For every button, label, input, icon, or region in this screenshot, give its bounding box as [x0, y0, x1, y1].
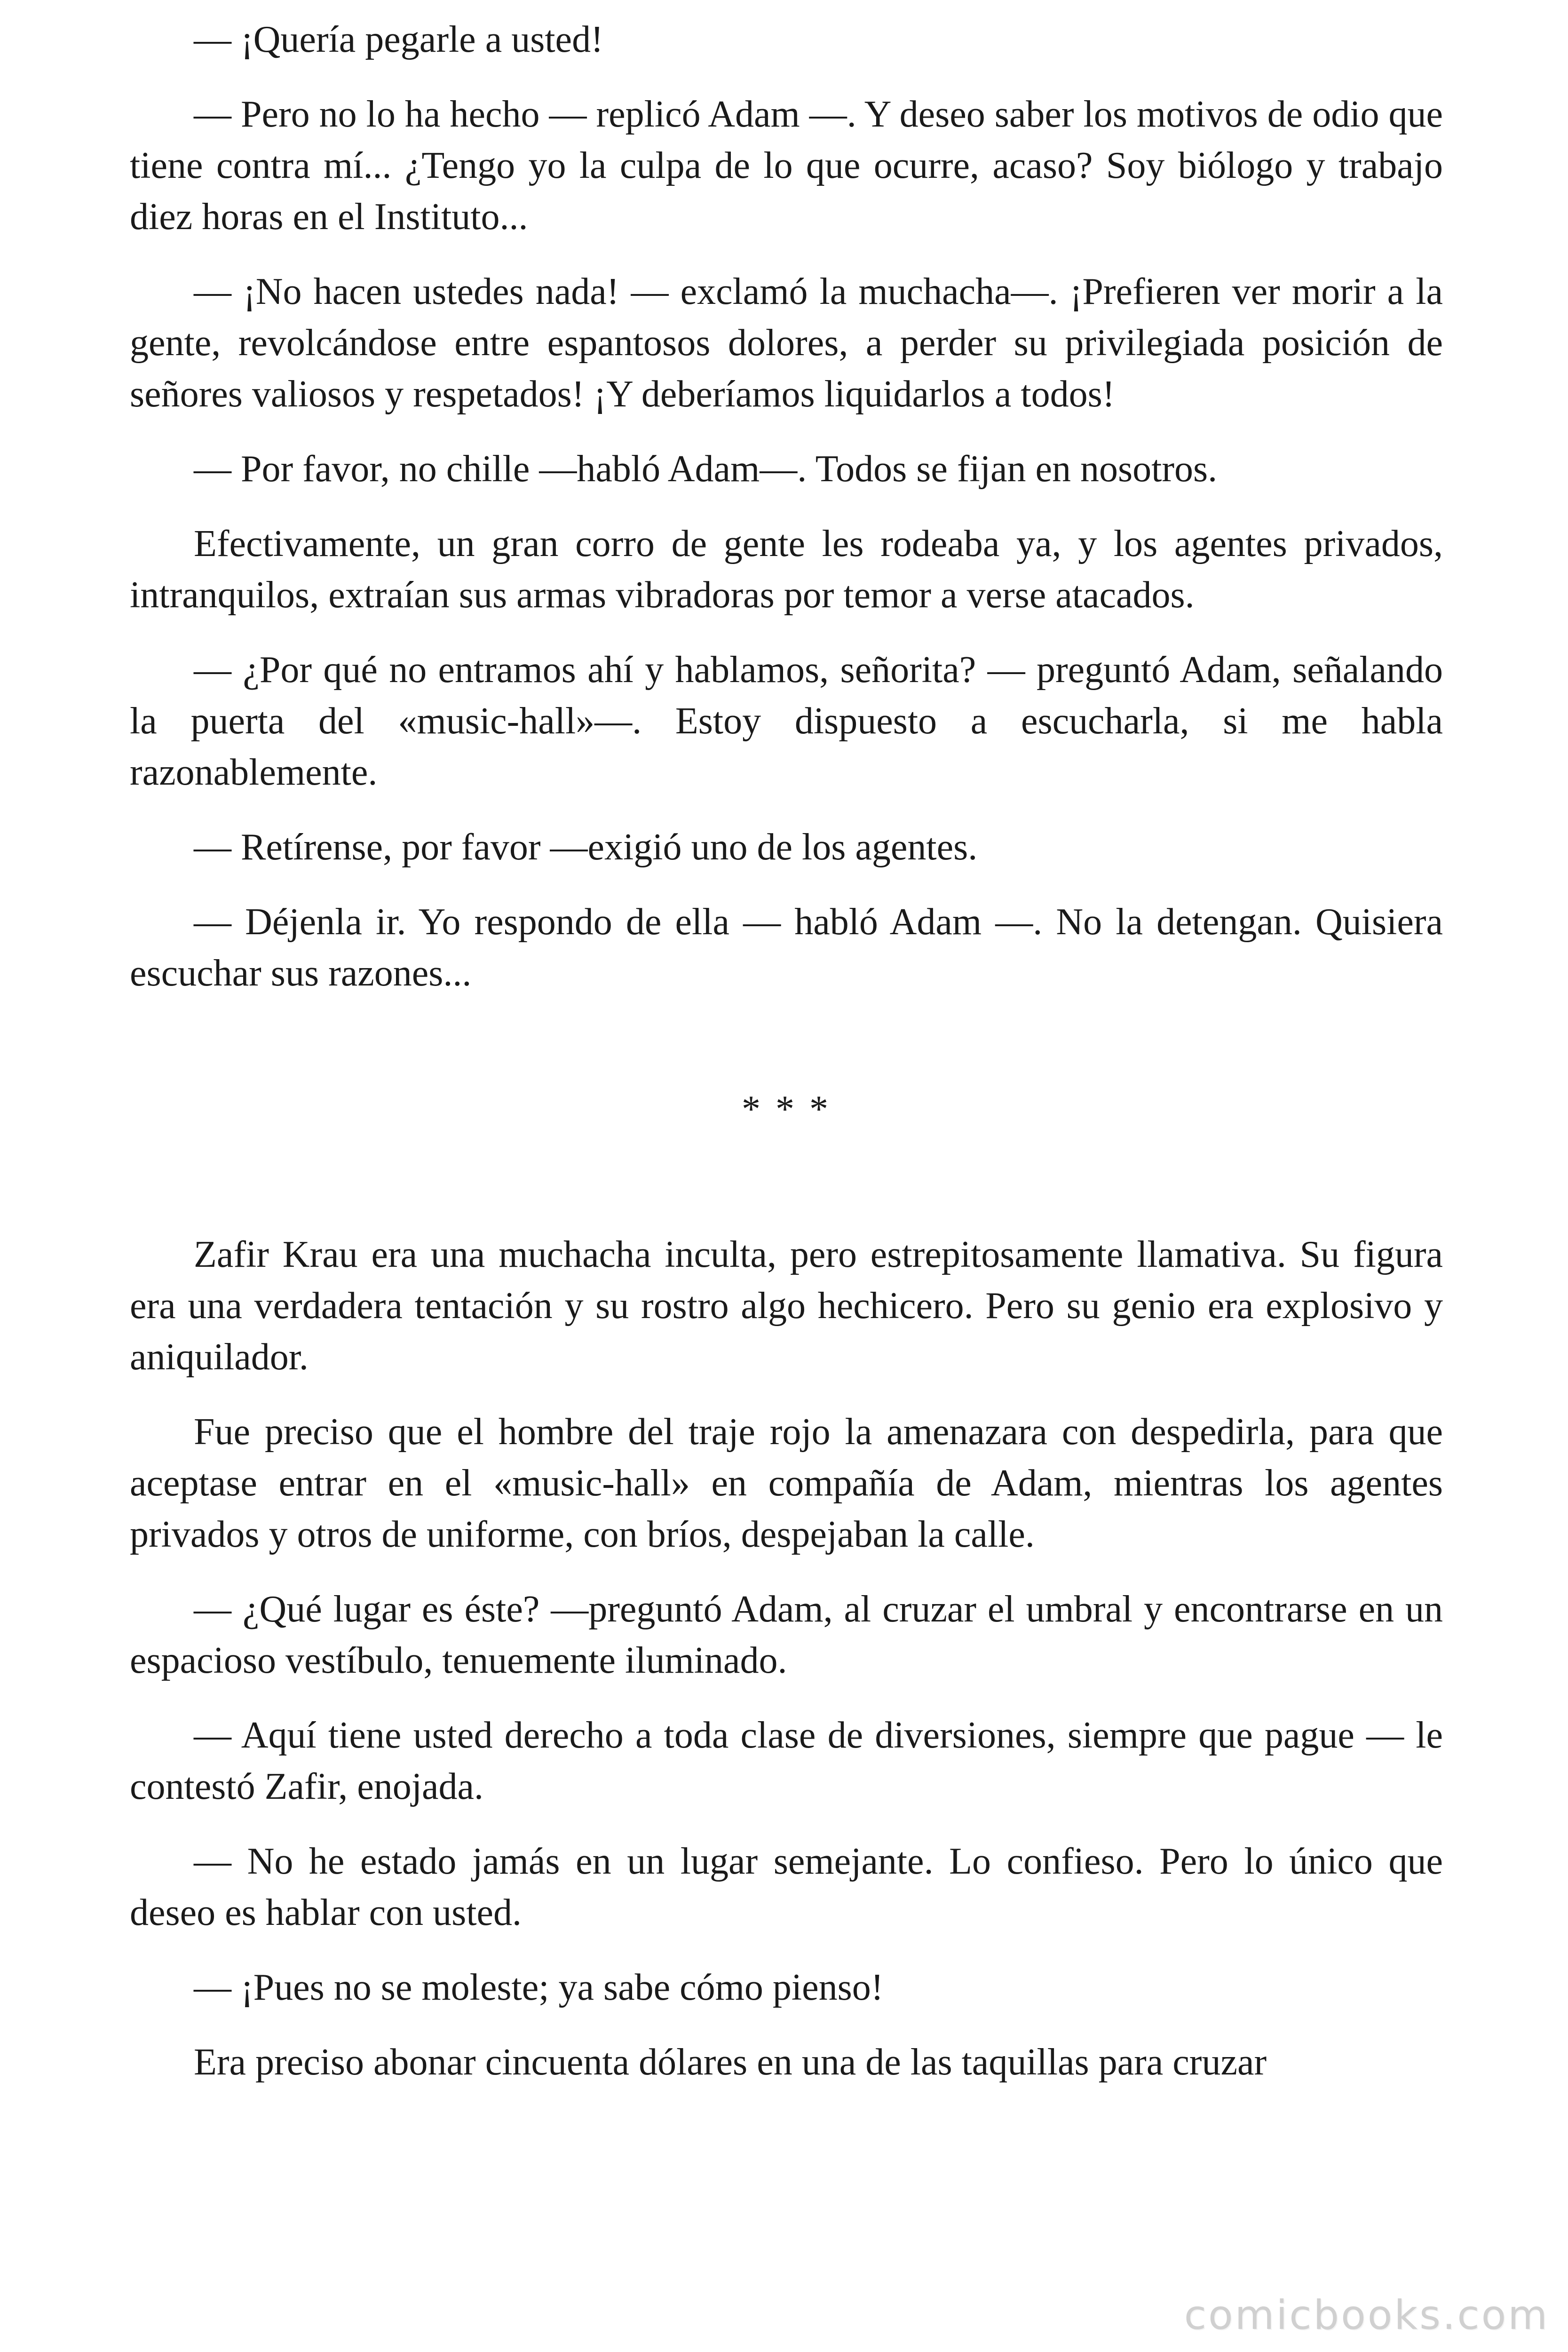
text-block-1 [130, 14, 1443, 999]
paragraph: — ¡Pues no se moleste; ya sabe cómo pienso! [194, 1967, 884, 2008]
paragraph: Zafir Krau era una muchacha inculta, pero estrepitosamente llamativa. Su figura era una verdadera tentación y su rostro algo hechicero. Pero su genio era explosivo y aniquilador. [130, 1234, 1443, 1378]
paragraph: — ¡Quería pegarle a usted! [194, 19, 603, 60]
paragraph: — ¿Qué lugar es éste? —preguntó Adam, al cruzar el umbral y encontrarse en un espacioso vestíbulo, tenuemente iluminado. [130, 1589, 1443, 1681]
watermark: comicbooks.com [1184, 2292, 1549, 2339]
paragraph: Efectivamente, un gran corro de gente les rodeaba ya, y los agentes privados, intranquilos, extraían sus armas vibradoras por temor a verse atacados. [130, 523, 1443, 616]
paragraph: — Déjenla ir. Yo respondo de ella — habló Adam —. No la detengan. Quisiera escuchar sus razones... [130, 901, 1443, 994]
paragraph: — ¡No hacen ustedes nada! — exclamó la muchacha—. ¡Prefieren ver morir a la gente, revolcándose entre espantosos dolores, a perder su privilegiada posición de señores valiosos y respetados! ¡Y deberíamos liquidarlos a todos! [130, 271, 1443, 415]
section-break: * * * [742, 1089, 831, 1130]
paragraph: — Retírense, por favor —exigió uno de los agentes. [194, 826, 978, 868]
paragraph: Era preciso abonar cincuenta dólares en una de las taquillas para cruzar [194, 2042, 1267, 2083]
paragraph: — Por favor, no chille —habló Adam—. Todos se fijan en nosotros. [194, 448, 1218, 490]
paragraph: Fue preciso que el hombre del traje rojo la amenazara con despedirla, para que aceptase entrar en el «music-hall» en compañía de Adam, mientras los agentes privados y otros de uniforme, con bríos, despejaban la calle. [130, 1411, 1443, 1555]
text-block-2 [130, 1229, 1443, 2088]
paragraph: — Aquí tiene usted derecho a toda clase de diversiones, siempre que pague — le contestó Zafir, enojada. [130, 1715, 1443, 1807]
book-page [130, 14, 1443, 2112]
paragraph: — No he estado jamás en un lugar semejante. Lo confieso. Pero lo único que deseo es hablar con usted. [130, 1841, 1443, 1933]
paragraph: — ¿Por qué no entramos ahí y hablamos, señorita? — preguntó Adam, señalando la puerta del «music-hall»—. Estoy dispuesto a escucharla, si me habla razonablemente. [130, 649, 1443, 793]
paragraph: — Pero no lo ha hecho — replicó Adam —. Y deseo saber los motivos de odio que tiene contra mí... ¿Tengo yo la culpa de lo que ocurre, acaso? Soy biólogo y trabajo diez horas en el Instituto... [130, 94, 1443, 238]
